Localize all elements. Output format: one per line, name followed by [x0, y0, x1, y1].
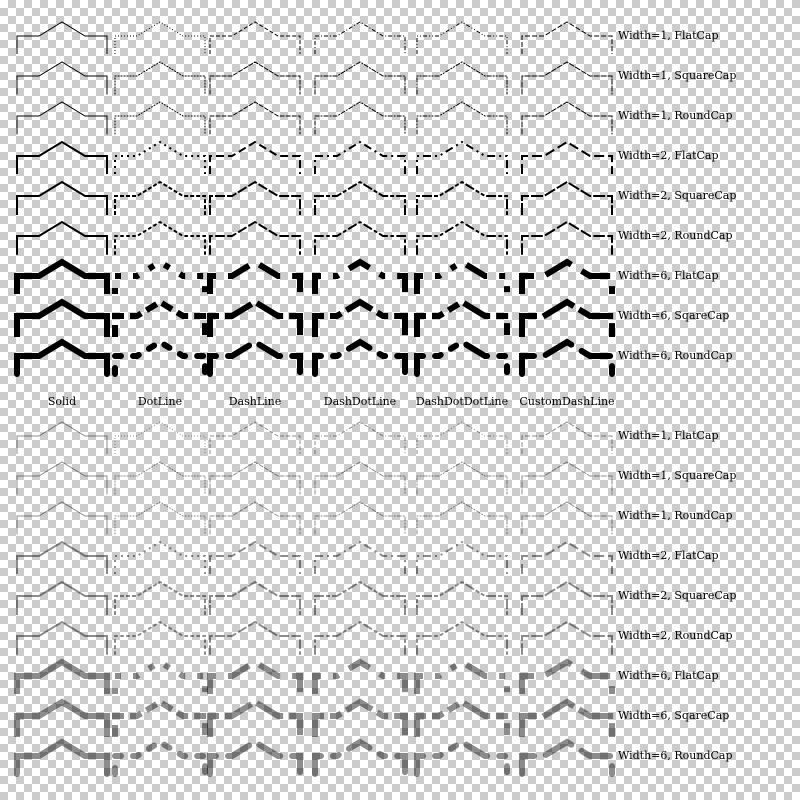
stroke-sample: [315, 142, 405, 174]
stroke-sample: [417, 182, 507, 214]
stroke-sample: [315, 262, 405, 294]
stroke-sample: [522, 22, 612, 54]
stroke-sample: [115, 22, 205, 54]
row-label: Width=2, RoundCap: [618, 229, 733, 242]
stroke-sample: [17, 742, 107, 774]
stroke-sample: [315, 62, 405, 94]
stroke-sample: [417, 302, 507, 334]
stroke-sample: [417, 662, 507, 694]
stroke-sample: [315, 622, 405, 654]
stroke-sample: [210, 542, 300, 574]
stroke-sample: [417, 342, 507, 374]
stroke-sample: [522, 142, 612, 174]
stroke-sample: [210, 302, 300, 334]
column-label: CustomDashLine: [519, 395, 615, 408]
stroke-sample: [315, 742, 405, 774]
stroke-sample: [417, 702, 507, 734]
stroke-sample: [417, 742, 507, 774]
stroke-sample: [417, 622, 507, 654]
stroke-sample: [522, 622, 612, 654]
column-label: DashDotLine: [323, 395, 397, 408]
stroke-sample: [17, 582, 107, 614]
stroke-sample: [315, 102, 405, 134]
stroke-sample: [115, 622, 205, 654]
stroke-sample: [417, 262, 507, 294]
stroke-sample: [210, 502, 300, 534]
row-label: Width=1, FlatCap: [618, 429, 719, 442]
stroke-sample: [315, 502, 405, 534]
stroke-sample: [210, 702, 300, 734]
stroke-sample: [115, 342, 205, 374]
stroke-sample: [315, 662, 405, 694]
stroke-sample: [17, 342, 107, 374]
stroke-sample: [417, 102, 507, 134]
stroke-sample: [210, 262, 300, 294]
stroke-sample: [522, 702, 612, 734]
stroke-sample: [210, 22, 300, 54]
stroke-sample: [417, 142, 507, 174]
row-label: Width=6, SqareCap: [618, 709, 730, 722]
stroke-sample: [315, 462, 405, 494]
stroke-sample: [17, 262, 107, 294]
stroke-sample: [17, 222, 107, 254]
stroke-sample: [417, 62, 507, 94]
stroke-sample: [417, 422, 507, 454]
stroke-sample: [210, 222, 300, 254]
stroke-sample: [17, 662, 107, 694]
stroke-sample: [522, 542, 612, 574]
column-label: Solid: [47, 395, 77, 408]
row-label: Width=2, SquareCap: [618, 189, 737, 202]
stroke-sample: [17, 502, 107, 534]
stroke-sample: [115, 502, 205, 534]
stroke-sample: [115, 222, 205, 254]
row-label: Width=6, SqareCap: [618, 309, 730, 322]
stroke-sample: [315, 22, 405, 54]
stroke-sample: [17, 422, 107, 454]
stroke-sample: [417, 582, 507, 614]
stroke-sample: [210, 582, 300, 614]
stroke-sample: [17, 62, 107, 94]
stroke-sample: [115, 262, 205, 294]
stroke-sample: [115, 302, 205, 334]
stroke-sample: [315, 542, 405, 574]
stroke-sample: [417, 542, 507, 574]
stroke-sample: [315, 302, 405, 334]
stroke-sample: [210, 622, 300, 654]
column-label: DotLine: [137, 395, 183, 408]
row-label: Width=6, FlatCap: [618, 269, 719, 282]
stroke-sample: [522, 422, 612, 454]
row-label: Width=2, FlatCap: [618, 549, 719, 562]
stroke-sample: [315, 422, 405, 454]
row-label: Width=1, SquareCap: [618, 469, 737, 482]
stroke-sample: [17, 302, 107, 334]
stroke-sample: [522, 102, 612, 134]
column-label: DashDotDotLine: [415, 395, 509, 408]
stroke-sample: [17, 142, 107, 174]
stroke-sample: [417, 502, 507, 534]
stroke-sample: [522, 582, 612, 614]
stroke-sample: [315, 582, 405, 614]
row-label: Width=6, RoundCap: [618, 749, 733, 762]
stroke-sample: [417, 22, 507, 54]
stroke-sample: [115, 182, 205, 214]
stroke-sample: [210, 422, 300, 454]
row-label: Width=1, RoundCap: [618, 509, 733, 522]
stroke-sample: [522, 222, 612, 254]
stroke-sample: [115, 742, 205, 774]
stroke-sample: [522, 742, 612, 774]
stroke-sample: [210, 102, 300, 134]
stroke-sample: [315, 182, 405, 214]
stroke-sample: [210, 342, 300, 374]
stroke-sample: [210, 462, 300, 494]
stroke-sample: [522, 262, 612, 294]
stroke-sample: [115, 542, 205, 574]
stroke-sample: [315, 342, 405, 374]
stroke-sample: [115, 422, 205, 454]
stroke-sample: [115, 662, 205, 694]
stroke-sample: [522, 62, 612, 94]
stroke-sample: [115, 102, 205, 134]
stroke-sample: [417, 222, 507, 254]
row-label: Width=2, FlatCap: [618, 149, 719, 162]
row-label: Width=1, FlatCap: [618, 29, 719, 42]
row-label: Width=6, FlatCap: [618, 669, 719, 682]
row-label: Width=2, SquareCap: [618, 589, 737, 602]
stroke-sample: [522, 502, 612, 534]
row-label: Width=2, RoundCap: [618, 629, 733, 642]
stroke-sample: [115, 462, 205, 494]
stroke-sample: [522, 342, 612, 374]
stroke-sample: [17, 22, 107, 54]
stroke-sample: [17, 462, 107, 494]
stroke-sample: [522, 182, 612, 214]
stroke-sample: [17, 182, 107, 214]
stroke-sample: [210, 182, 300, 214]
stroke-sample: [210, 142, 300, 174]
row-label: Width=1, SquareCap: [618, 69, 737, 82]
stroke-sample: [17, 102, 107, 134]
stroke-sample: [417, 462, 507, 494]
row-label: Width=1, RoundCap: [618, 109, 733, 122]
stroke-sample: [210, 62, 300, 94]
stroke-sample: [17, 702, 107, 734]
stroke-sample: [115, 702, 205, 734]
stroke-sample: [210, 742, 300, 774]
stroke-sample: [210, 662, 300, 694]
column-label: DashLine: [228, 395, 282, 408]
stroke-sample: [17, 622, 107, 654]
stroke-sample: [115, 62, 205, 94]
stroke-sample: [522, 302, 612, 334]
stroke-sample: [17, 542, 107, 574]
stroke-sample: [115, 142, 205, 174]
stroke-sample: [522, 662, 612, 694]
row-label: Width=6, RoundCap: [618, 349, 733, 362]
stroke-sample: [315, 702, 405, 734]
stroke-sample: [315, 222, 405, 254]
stroke-sample: [522, 462, 612, 494]
stroke-sample: [115, 582, 205, 614]
